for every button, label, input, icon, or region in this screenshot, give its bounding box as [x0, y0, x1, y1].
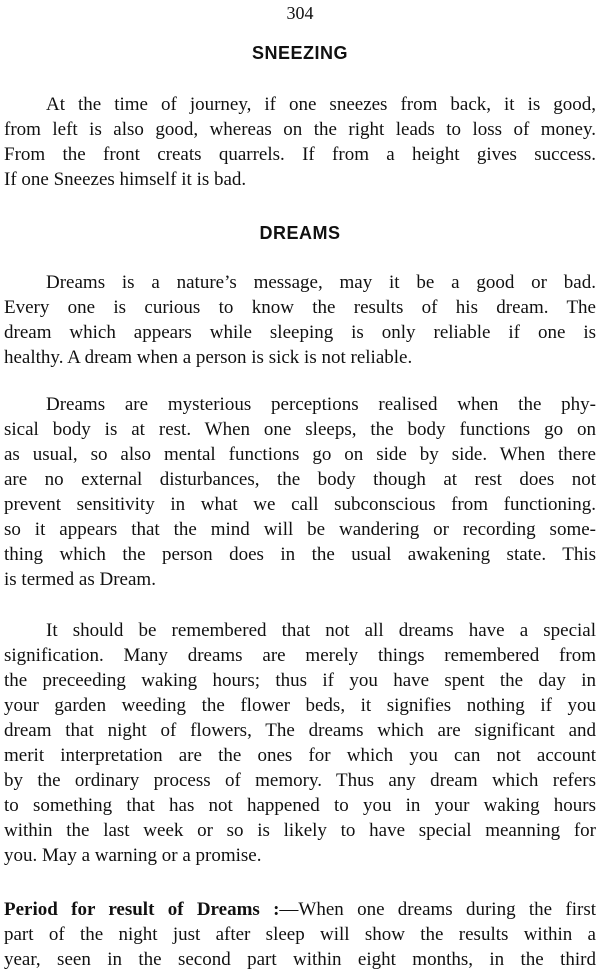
page-number: 304 — [286, 3, 314, 23]
paragraph-dreams-3 — [4, 618, 596, 868]
text-line: merit interpretation are the ones for which you can not account — [4, 745, 596, 766]
text-line: Dreams is a nature’s message, may it be a good or bad. — [46, 272, 596, 293]
text-line: healthy. A dream when a person is sick is not reliable. — [4, 347, 413, 368]
text-line: dream that night of flowers, The dreams which are significant and — [4, 720, 596, 741]
text-line: From the front creats quarrels. If from a height gives success. — [4, 144, 596, 165]
paragraph-period-for-result — [4, 897, 596, 972]
text-line: At the time of journey, if one sneezes from back, it is good, — [46, 94, 596, 115]
text-line: you. May a warning or a promise. — [4, 845, 262, 866]
text-line: is termed as Dream. — [4, 569, 156, 590]
text-line: prevent sensitivity in what we call subconscious from functioning. — [4, 494, 596, 515]
text-line: thing which the person does in the usual awakening state. This — [4, 544, 596, 565]
text-line: within the last week or so is likely to have special meanning for — [4, 820, 596, 841]
text-line — [4, 897, 596, 922]
heading-sneezing: SNEEZING — [251, 43, 348, 63]
text-line: so it appears that the mind will be wandering or recording some- — [4, 519, 596, 540]
text-line: from left is also good, whereas on the right leads to loss of money. — [4, 119, 596, 140]
paragraph-dreams-2 — [4, 392, 596, 592]
text-line: as usual, so also mental functions go on side by side. When there — [4, 444, 596, 465]
text-line: signification. Many dreams are merely things remembered from — [4, 645, 596, 666]
text-line: dream which appears while sleeping is only reliable if one is — [4, 322, 596, 343]
paragraph-sneezing — [4, 92, 596, 192]
text-line: by the ordinary process of memory. Thus any dream which refers — [4, 770, 596, 791]
text-line: sical body is at rest. When one sleeps, the body functions go on — [4, 419, 596, 440]
text-line: year, seen in the second part within eight months, in the third — [4, 949, 596, 970]
paragraph-dreams-1 — [4, 270, 596, 370]
text-line: are no external disturbances, the body though at rest does not — [4, 469, 596, 490]
period-lead: Period for result of Dreams : — [4, 899, 280, 920]
text-line: Every one is curious to know the results of his dream. The — [4, 297, 596, 318]
period-line-rest: —When one dreams during the first — [279, 899, 596, 920]
text-line: Dreams are mysterious perceptions realised when the phy- — [46, 394, 596, 415]
text-line: your garden weeding the flower beds, it signifies nothing if you — [4, 695, 596, 716]
text-line: If one Sneezes himself it is bad. — [4, 169, 247, 190]
text-line: part of the night just after sleep will show the results within a — [4, 924, 596, 945]
text-line: It should be remembered that not all dreams have a special — [46, 620, 596, 641]
heading-dreams: DREAMS — [259, 223, 341, 243]
text-line: the preceeding waking hours; thus if you have spent the day in — [4, 670, 596, 691]
text-line: to something that has not happened to you in your waking hours — [4, 795, 596, 816]
